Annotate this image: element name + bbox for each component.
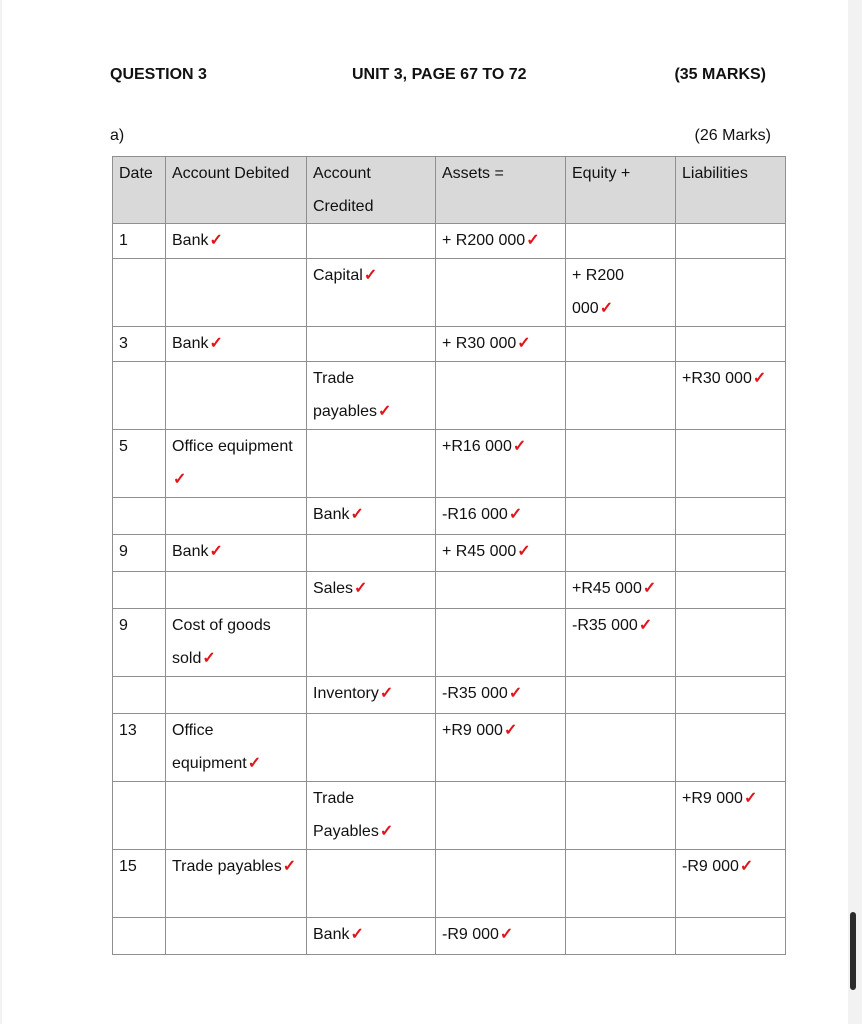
cell-equity [566,609,676,677]
cell-debited [166,572,307,609]
cell-liabilities [676,259,786,327]
cell-liabilities [676,572,786,609]
cell-date [113,430,166,498]
cell-text: +R30 000 [682,370,752,387]
cell-text: Bank [313,506,350,523]
tick-mark-icon: ✓ [512,438,527,455]
cell-text: Bank [172,543,209,560]
cell-liabilities [676,782,786,850]
tick-mark-icon: ✓ [247,755,262,772]
tick-mark-icon: ✓ [642,580,657,597]
table-row [113,677,786,714]
tick-mark-icon: ✓ [379,823,394,840]
cell-text: + R30 000 [442,335,517,352]
cell-assets [436,430,566,498]
cell-text: 15 [119,858,137,875]
cell-equity [566,572,676,609]
cell-text: Office equipment [172,438,293,455]
cell-debited [166,714,307,782]
cell-text: Cost of goods sold [172,617,271,667]
unit-reference: UNIT 3, PAGE 67 TO 72 [352,66,527,83]
cell-equity [566,362,676,430]
cell-liabilities [676,609,786,677]
cell-date [113,362,166,430]
tick-mark-icon: ✓ [508,685,523,702]
cell-credited [307,362,436,430]
cell-debited [166,362,307,430]
table-row [113,850,786,918]
col-header-assets: Assets = [436,157,566,224]
cell-credited [307,572,436,609]
table-header-row [113,157,786,224]
cell-credited [307,224,436,259]
col-header-date: Date [113,157,166,224]
subquestion-label: a) [110,127,125,144]
table-row [113,572,786,609]
tick-mark-icon: ✓ [209,232,223,249]
table-row [113,224,786,259]
cell-credited [307,327,436,362]
cell-debited [166,430,307,498]
tick-mark-icon: ✓ [379,685,394,702]
cell-debited [166,850,307,918]
cell-equity [566,714,676,782]
cell-equity [566,677,676,714]
cell-assets [436,714,566,782]
cell-debited [166,259,307,327]
cell-text: Bank [313,926,350,943]
cell-text: +R9 000 [682,790,743,807]
cell-debited [166,609,307,677]
cell-assets [436,224,566,259]
cell-date [113,850,166,918]
tick-mark-icon: ✓ [363,267,378,284]
tick-mark-icon: ✓ [599,300,614,317]
tick-mark-icon: ✓ [378,403,392,420]
tick-mark-icon: ✓ [499,926,514,943]
cell-assets [436,498,566,535]
cell-liabilities [676,535,786,572]
cell-date [113,677,166,714]
cell-liabilities [676,327,786,362]
tick-mark-icon: ✓ [350,506,364,523]
tick-mark-icon: ✓ [173,471,187,488]
cell-text: Sales [313,580,354,597]
cell-credited [307,535,436,572]
cell-assets [436,535,566,572]
cell-credited [307,498,436,535]
cell-text: + R45 000 [442,543,517,560]
scrollbar[interactable] [850,912,856,990]
cell-text: Inventory [313,685,379,702]
cell-date [113,714,166,782]
cell-debited [166,918,307,955]
cell-assets [436,850,566,918]
table-row [113,609,786,677]
cell-credited [307,677,436,714]
document-page [2,0,848,1024]
cell-text: Trade Payables [313,790,379,840]
cell-text: -R9 000 [682,858,739,875]
cell-credited [307,609,436,677]
tick-mark-icon: ✓ [739,858,754,875]
table-row [113,535,786,572]
cell-liabilities [676,224,786,259]
cell-debited [166,535,307,572]
cell-liabilities [676,498,786,535]
cell-credited [307,259,436,327]
cell-text: 9 [119,543,128,560]
cell-equity [566,430,676,498]
cell-text: 1 [119,232,128,249]
table-row [113,714,786,782]
cell-liabilities [676,714,786,782]
tick-mark-icon: ✓ [354,580,368,597]
cell-equity [566,782,676,850]
table-row [113,259,786,327]
cell-equity [566,535,676,572]
tick-mark-icon: ✓ [503,722,518,739]
cell-assets [436,609,566,677]
cell-debited [166,677,307,714]
cell-text: Office equipment [172,722,247,772]
tick-mark-icon: ✓ [209,335,223,352]
table-row [113,430,786,498]
question-title: QUESTION 3 [110,66,207,83]
cell-text: 3 [119,335,128,352]
table-row [113,918,786,955]
cell-text: Trade payables [172,858,282,875]
cell-text: +R9 000 [442,722,503,739]
cell-assets [436,572,566,609]
cell-date [113,782,166,850]
cell-debited [166,224,307,259]
cell-liabilities [676,677,786,714]
cell-text: -R16 000 [442,506,508,523]
cell-text: + R200 000 [442,232,526,249]
cell-debited [166,498,307,535]
tick-mark-icon: ✓ [638,617,653,634]
subquestion-marks: (26 Marks) [694,127,771,144]
table-row [113,362,786,430]
cell-text: Capital [313,267,363,284]
cell-text: 13 [119,722,137,739]
cell-date [113,535,166,572]
cell-text: -R9 000 [442,926,499,943]
cell-date [113,572,166,609]
cell-debited [166,327,307,362]
tick-mark-icon: ✓ [508,506,523,523]
cell-text: Trade payables [313,370,378,420]
cell-text: -R35 000 [442,685,508,702]
cell-text: 9 [119,617,128,634]
tick-mark-icon: ✓ [517,335,531,352]
cell-date [113,498,166,535]
table-row [113,782,786,850]
cell-liabilities [676,362,786,430]
cell-text: +R45 000 [572,580,642,597]
cell-date [113,609,166,677]
cell-date [113,918,166,955]
cell-liabilities [676,850,786,918]
tick-mark-icon: ✓ [752,370,767,387]
cell-assets [436,782,566,850]
cell-credited [307,918,436,955]
cell-credited [307,782,436,850]
cell-text: Bank [172,335,209,352]
cell-text: -R35 000 [572,617,638,634]
col-header-liabilities: Liabilities [676,157,786,224]
total-marks: (35 MARKS) [674,66,766,83]
cell-date [113,327,166,362]
cell-equity [566,259,676,327]
cell-liabilities [676,918,786,955]
tick-mark-icon: ✓ [526,232,540,249]
cell-assets [436,362,566,430]
cell-debited [166,782,307,850]
col-header-credited: Account Credited [307,157,436,224]
tick-mark-icon: ✓ [209,543,223,560]
cell-assets [436,918,566,955]
cell-text: +R16 000 [442,438,512,455]
cell-equity [566,850,676,918]
cell-equity [566,327,676,362]
cell-liabilities [676,430,786,498]
cell-equity [566,224,676,259]
tick-mark-icon: ✓ [282,858,297,875]
table-row [113,498,786,535]
cell-assets [436,677,566,714]
tick-mark-icon: ✓ [517,543,531,560]
table-row [113,327,786,362]
cell-equity [566,918,676,955]
cell-text: + R200 000 [572,267,625,317]
tick-mark-icon: ✓ [202,650,216,667]
tick-mark-icon: ✓ [743,790,758,807]
col-header-debited: Account Debited [166,157,307,224]
col-header-equity: Equity + [566,157,676,224]
accounting-equation-table [112,156,786,955]
tick-mark-icon: ✓ [350,926,364,943]
cell-assets [436,327,566,362]
cell-credited [307,714,436,782]
cell-text: Bank [172,232,209,249]
cell-assets [436,259,566,327]
cell-credited [307,850,436,918]
cell-date [113,259,166,327]
cell-date [113,224,166,259]
cell-credited [307,430,436,498]
cell-text: 5 [119,438,128,455]
cell-equity [566,498,676,535]
